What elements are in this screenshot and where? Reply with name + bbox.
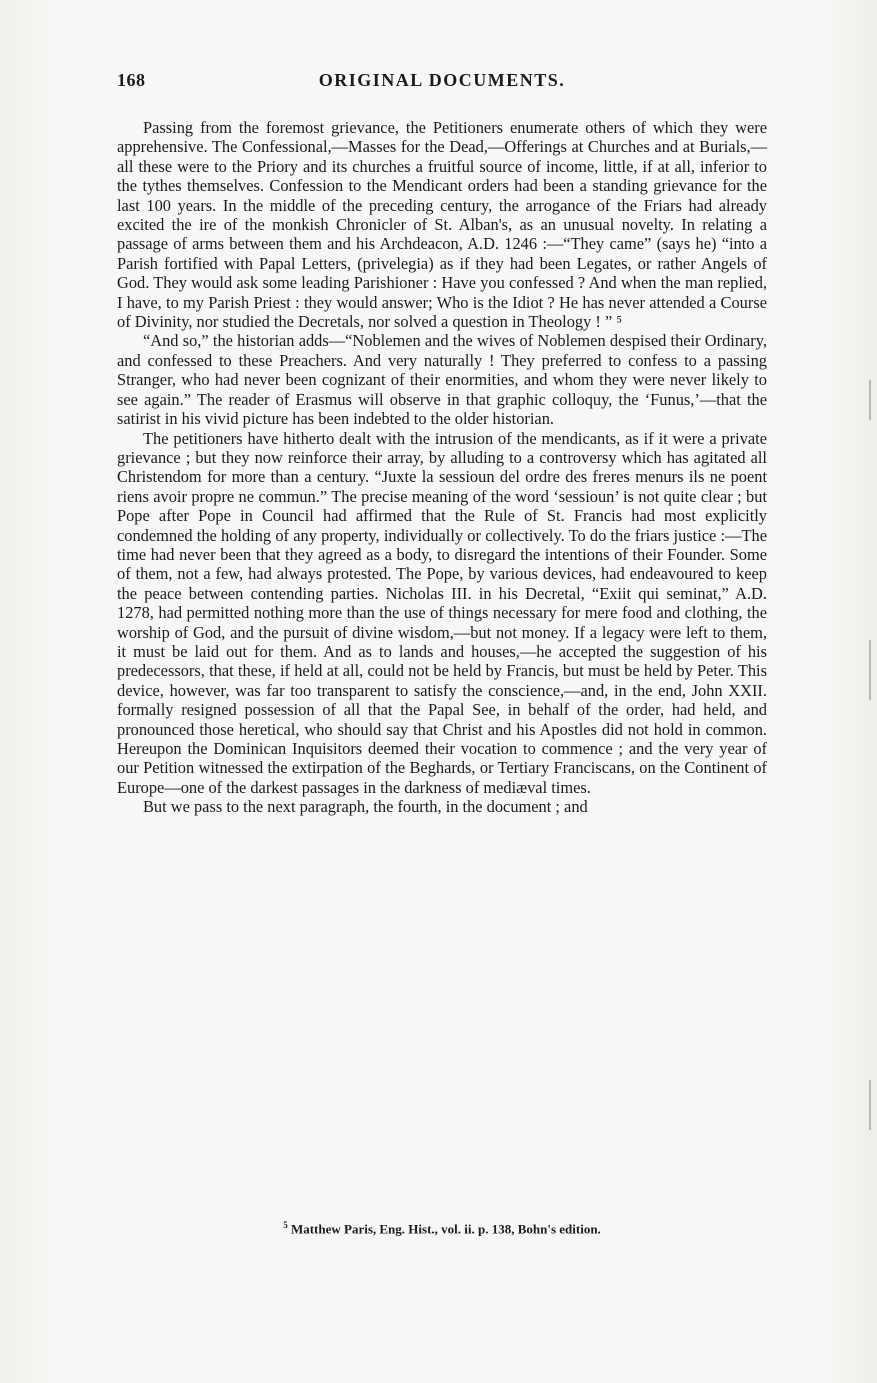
- margin-mark: [869, 1080, 871, 1130]
- paragraph: The petitioners have hitherto dealt with the intrusion of the mendicants, as if it were a private grievance ; but they now reinforce their array, by alluding to a controversy which has agitated all Christendom for more than a century. “Juxte la sessioun del ordre des freres menurs ils ne poent riens avoir propre ne commun.” The precise meaning of the word ‘sessioun’ is not quite clear ; but Pope after Pope in Council had affirmed that the Rule of St. Francis had most explicitly condemned the holding of any property, individually or collectively. To do the friars justice :—The time had never been that they agreed as a body, to disregard the intentions of their Founder. Some of them, not a few, had always protested. The Pope, by various devices, had endeavoured to keep the peace between contending parties. Nicholas III. in his Decretal, “Exiit qui seminat,” A.D. 1278, had permitted nothing more than the use of things necessary for mere food and clothing, the worship of God, and the pursuit of divine wisdom,—but not money. If a legacy were left to them, it must be laid out for them. And as to lands and houses,—he accepted the suggestion of his predecessors, that these, if held at all, could not be held by Francis, but must be held by Peter. This device, however, was far too transparent to satisfy the conscience,—and, in the end, John XXII. formally resigned possession of all that the Papal See, in behalf of the order, had held, and pronounced those heretical, who should say that Christ and his Apostles did not hold in common. Hereupon the Dominican Inquisitors deemed their vocation to commence ; and the very year of our Petition witnessed the extirpation of the Beghards, or Tertiary Franciscans, on the Continent of Europe—one of the darkest passages in the darkness of mediæval times.: [117, 428, 767, 797]
- margin-mark: [869, 640, 871, 700]
- footnote: [117, 1220, 767, 1237]
- body-text: [117, 118, 767, 817]
- paragraph: Passing from the foremost grievance, the Petitioners enumerate others of which they were apprehensive. The Confessional,—Masses for the Dead,—Offerings at Churches and at Burials,—all these were to the Priory and its churches a fruitful source of income, little, if at all, inferior to the tythes themselves. Confession to the Mendicant orders had been a standing grievance for the last 100 years. In the middle of the preceding century, the arrogance of the Friars had already excited the ire of the monkish Chronicler of St. Alban's, as an unusual novelty. In relating a passage of arms between them and his Archdeacon, A.D. 1246 :—“They came” (says he) “into a Parish fortified with Papal Letters, (privelegia) as if they had been Legates, or rather Angels of God. They would ask some leading Parishioner : Have you confessed ? And when the man replied, I have, to my Parish Priest : they would answer; Who is the Idiot ? He has never attended a Course of Divinity, nor studied the Decretals, nor solved a question in Theology ! ” ⁵: [117, 118, 767, 332]
- footnote-text: Matthew Paris, Eng. Hist., vol. ii. p. 138, Bohn's edition.: [290, 1221, 601, 1237]
- page-number: 168: [117, 70, 146, 90]
- paragraph: But we pass to the next paragraph, the fourth, in the document ; and: [143, 797, 588, 817]
- running-head: ORIGINAL DOCUMENTS.: [318, 70, 566, 90]
- paragraph: “And so,” the historian adds—“Noblemen and the wives of Noblemen despised their Ordinary, and confessed to these Preachers. And very naturally ! They preferred to confess to a passing Stranger, who had never been cognizant of their enormities, and whom they were never likely to see again.” The reader of Erasmus will observe in that graphic colloquy, the ‘Funus,’—that the satirist in his vivid picture has been indebted to the older historian.: [117, 331, 767, 429]
- page-header: [117, 70, 767, 96]
- footnote-mark: 5: [283, 1220, 288, 1230]
- margin-mark: [869, 380, 871, 420]
